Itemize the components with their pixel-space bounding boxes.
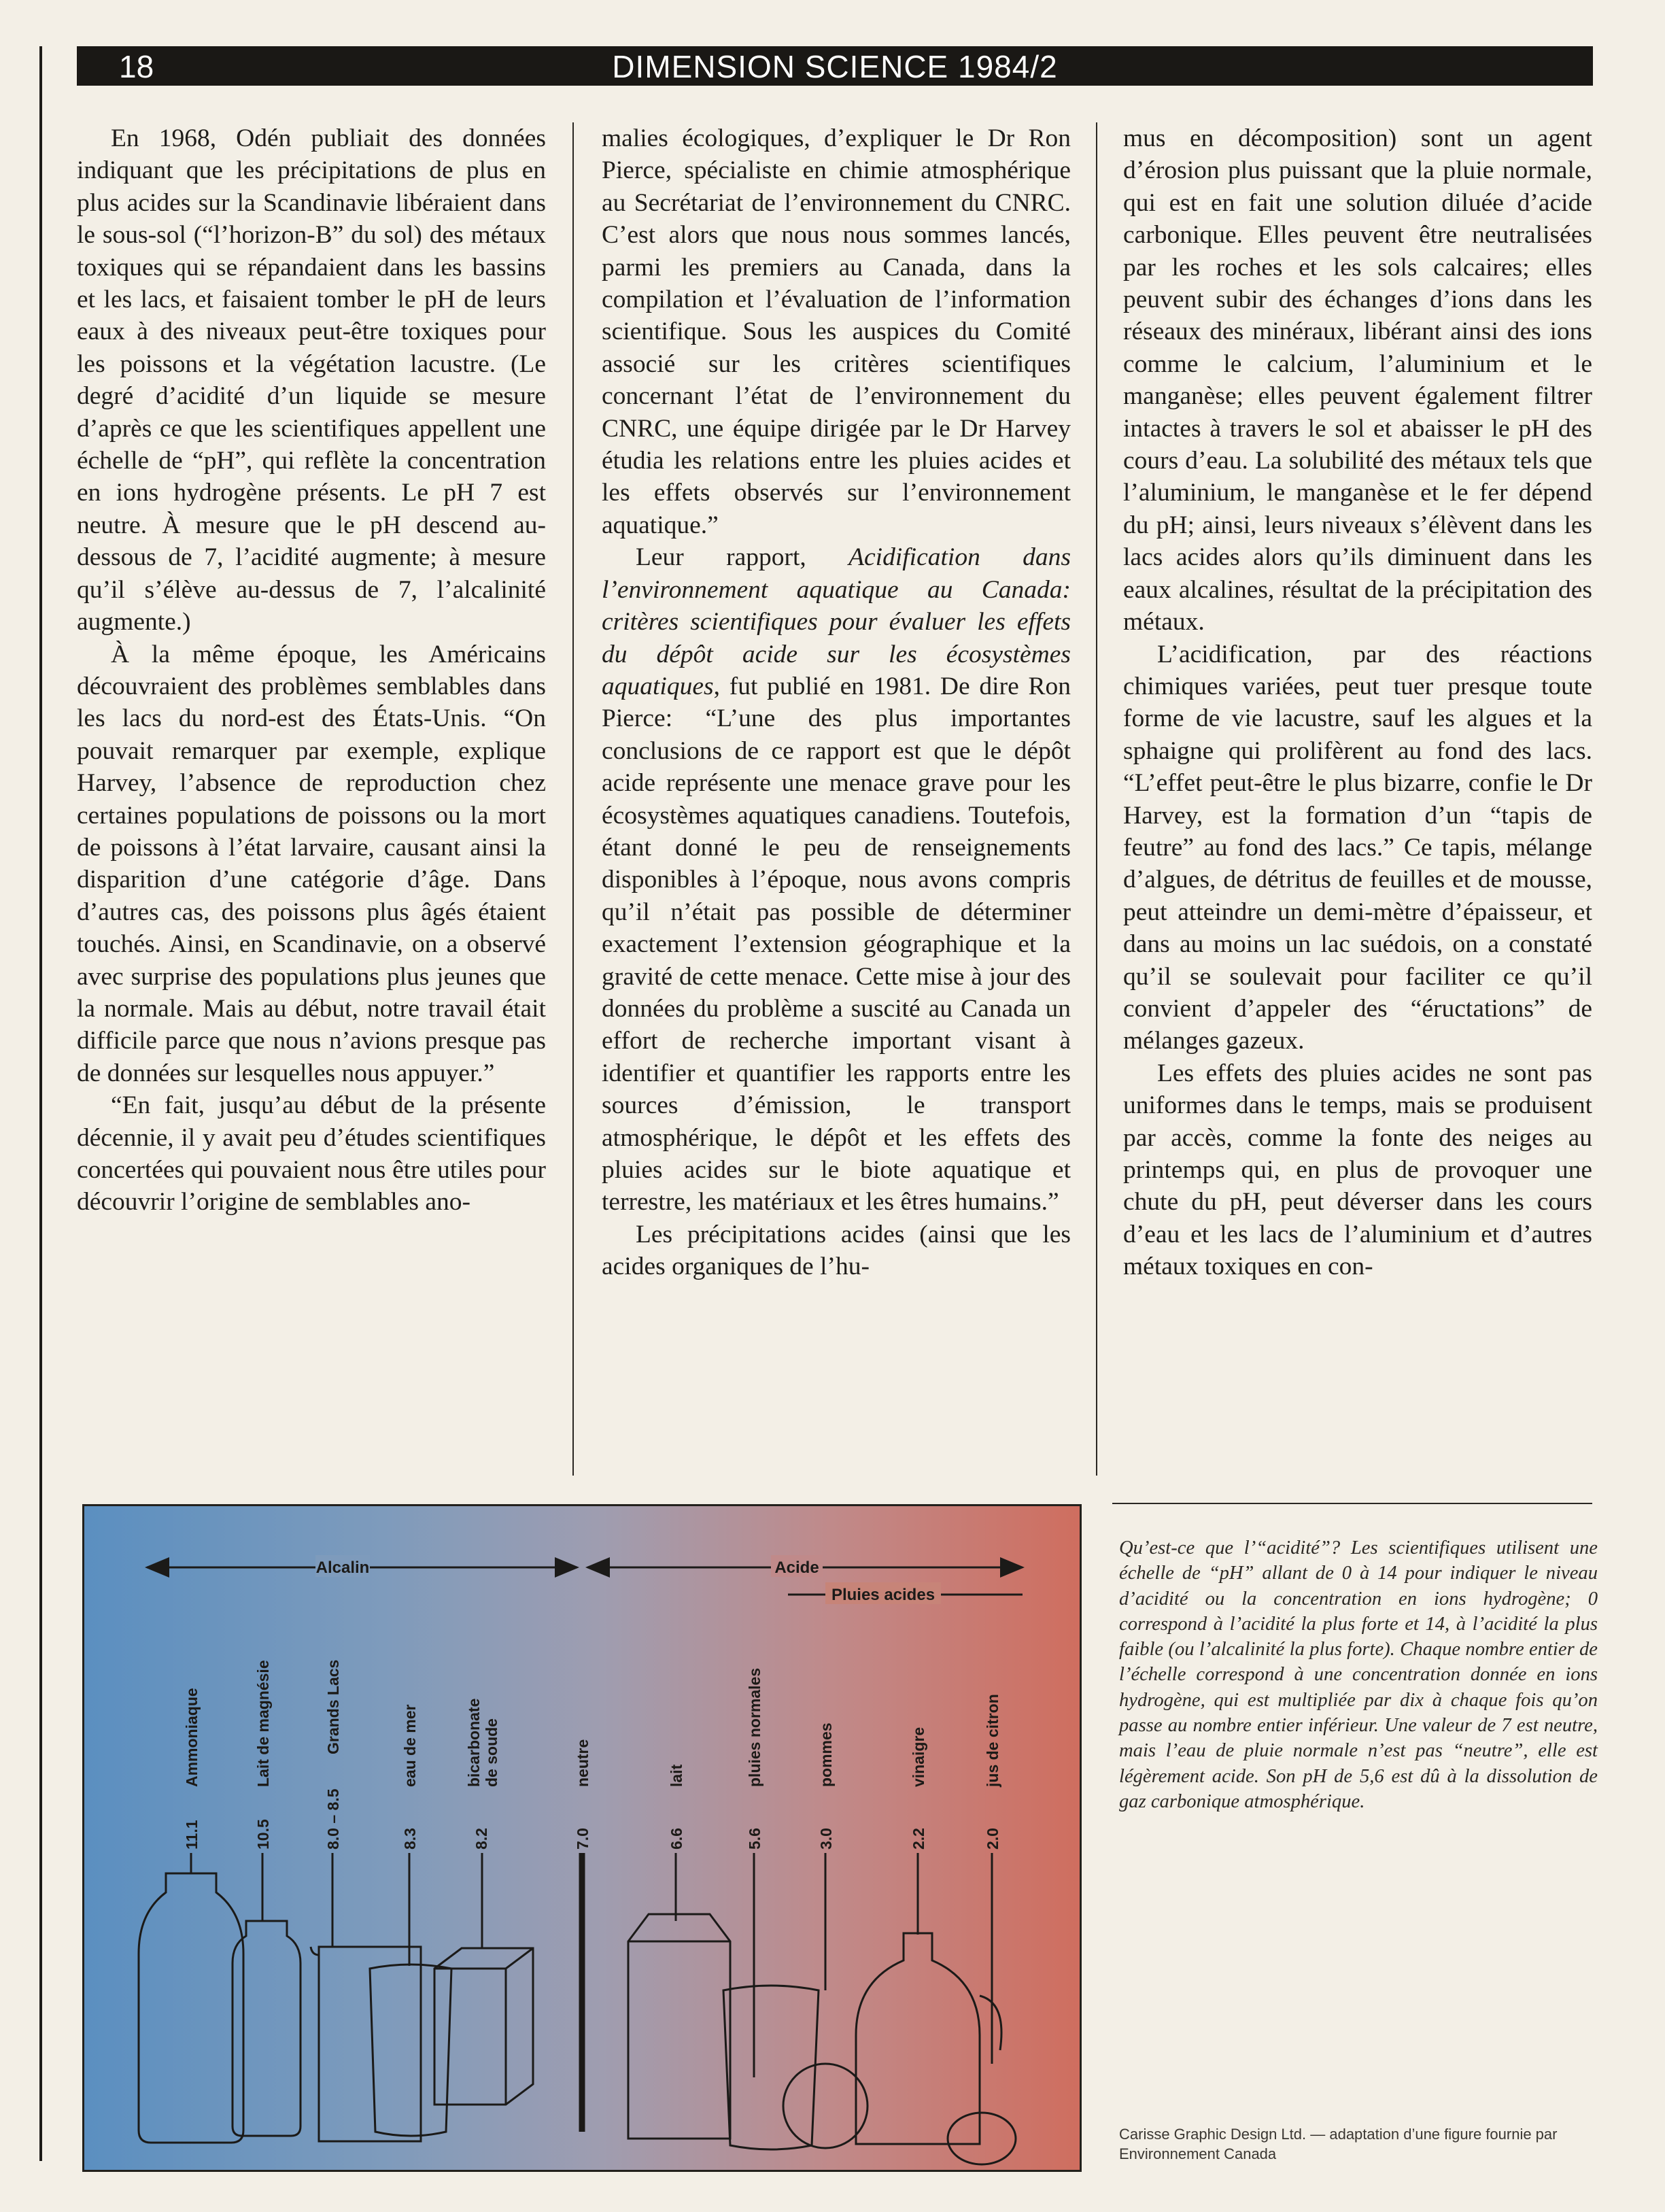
paragraph: mus en décomposition) sont un agent d’érosion plus puissant que la pluie normale, qui est en fait une solution diluée d’acide carbonique. Elles peuvent être neutralisées par les roches et les sols calcaires; elles peuvent subir des échanges d’ions dans les réseaux des minéraux, libérant ainsi des ions comme le calcium, l’aluminium et le manganèse; elles peuvent également filtrer intactes à travers le sol et abaisser le pH des cours d’eau. La solubilité des métaux tels que l’aluminium, le manganèse et le fer dépend du pH; ainsi, leurs niveaux s’élèvent dans les lacs acides alors qu’ils diminuent dans les eaux alcalines, résultat de la précipitation des métaux. <box>1123 124 1592 636</box>
paragraph: L’acidification, par des réactions chimiques variées, peut tuer presque toute forme de vie lacustre, sauf les algues et la sphaigne qui prolifèrent au fond des lacs. “L’effet peut-être le plus bizarre, confie le Dr Harvey, est la formation d’un “tapis de feutre” au fond des lacs.” Ce tapis, mélange d’algues, de détritus de feuilles et de mousse, peut atteindre un demi-mètre d’épaisseur, et dans au moins un lac suédois, on a constaté qu’il se soulevait pour faciliter ce qu’il convient d’appeler des “éructations” de mélanges gazeux. <box>1123 640 1592 1055</box>
paragraph: Les précipitations acides (ainsi que les acides organiques de l’hu- <box>602 1220 1071 1281</box>
paragraph-text: Leur rapport, <box>636 543 849 572</box>
acide-label: Acide <box>774 1559 819 1577</box>
paragraph: En 1968, Odén publiait des données indiquant que les précipitations de plus en plus acides sur la Scandinavie libéraient dans le sous-sol (“l’horizon-B” du sol) des métaux toxiques qui se répandaient dans les bassins et les lacs, et faisaient tomber le pH de leurs eaux à des niveaux peut-être toxiques pour les poissons et la végétation lacustre. (Le degré d’acidité d’un liquide se mesure d’après ce que les scientifiques appellent une échelle de “pH”, qui reflète la concentration en ions hydrogène présents. Le pH 7 est neutre. À mesure que le pH descend au-dessous de 7, l’acidité augmente; à mesure qu’il s’élève au-dessus de 7, l’alcalinité augmente.) <box>77 124 546 636</box>
page-number: 18 <box>119 49 154 84</box>
figure-caption: Qu’est-ce que l’“acidité”? Les scientifiques utilisent une échelle de “pH” allant de 0 à 14 pour indiquer le niveau d’acidité ou la concentration en ions hydrogène; 0 correspond à l’acidité la plus forte et 14, à l’acidité la plus faible (ou l’alcalinité la plus forte). Chaque nombre entier de l’échelle correspond à une concentration donnée en ions hydrogène, qui est multipliée par dix à chaque fois qu’on passe au nombre entier inférieur. Une valeur de 7 est neutre, mais l’eau de pluie normale n’est pas “neutre”, elle est légèrement acide. Son pH de 5,6 est dû à la dissolution de gaz carbonique atmosphérique. <box>1119 1537 1598 1812</box>
caption-top-rule <box>1112 1503 1592 1504</box>
text-column-3 <box>1123 122 1592 1283</box>
alcalin-label: Alcalin <box>315 1559 370 1577</box>
beaker-drawing <box>723 1986 819 2149</box>
scale-label-vinaigre: 2.2vinaigre <box>910 1726 927 1850</box>
scale-label-grands-lacs: 8.0 – 8.5Grands Lacs <box>324 1659 342 1850</box>
milk-carton-drawing <box>628 1914 730 2139</box>
text-column-2 <box>602 122 1071 1283</box>
paragraph: À la même époque, les Américains découvraient des problèmes semblables dans les lacs du nord-est des États-Unis. “On pouvait remarquer par exemple, explique Harvey, l’absence de reproduction chez certaines populations de poissons ou la mort de poissons à l’état larvaire, causant ainsi la disparition d’une catégorie d’âge. Dans d’autres cas, des poissons plus âgés étaient touchés. Ainsi, en Scandinavie, on a observé avec surprise des populations plus jeunes que la normale. Mais au début, notre travail était difficile parce que nous n’avions presque pas de données sur lesquelles nous appuyer.” <box>77 640 546 1087</box>
scale-label-jus-de-citron: 2.0jus de citron <box>984 1694 1001 1850</box>
scale-label-bicarbonate: 8.2bicarbonate de soude <box>465 1698 500 1850</box>
pluies-acides-label: Pluies acides <box>831 1586 936 1604</box>
glass-drawing <box>370 1964 451 2136</box>
scale-label-neutre: 7.0neutre <box>574 1739 591 1850</box>
measuring-jug-drawing <box>311 1947 421 2141</box>
scale-label-pluies-normales: 5.6pluies normales <box>746 1667 763 1850</box>
paragraph: Les effets des pluies acides ne sont pas uniformes dans le temps, mais se produisent par accès, comme la fonte des neiges au printemps qui, en plus de provoquer une chute du pH, peut déverser dans les cours d’eau et les lacs de l’aluminium et d’autres métaux toxiques en con- <box>1123 1059 1592 1281</box>
scale-label-eau-de-mer: 8.3eau de mer <box>401 1704 419 1850</box>
lemon-drawing <box>948 2113 1016 2164</box>
scale-label-ammoniaque: 11.1Ammoniaque <box>183 1688 201 1850</box>
text-column-1 <box>77 122 546 1219</box>
scale-label-pommes: 3.0pommes <box>817 1722 835 1850</box>
ammonia-bottle-drawing <box>139 1873 243 2143</box>
figure-credit: Carisse Graphic Design Ltd. — adaptation d’une figure fournie par Environnement Canada <box>1119 2126 1558 2162</box>
running-header <box>77 46 1593 86</box>
scale-label-lait: 6.6lait <box>668 1764 685 1850</box>
paragraph: malies écologiques, d’expliquer le Dr Ron Pierce, spécialiste en chimie atmosphérique au Secrétariat de l’environnement du CNRC. C’est alors que nous nous sommes lancés, parmi les premiers au Canada, dans la compilation et l’évaluation de l’information scientifique. Sous les auspices du Comité associé sur les critères scientifiques concernant l’état de l’environnement du CNRC, une équipe dirigée par le Dr Harvey étudia les relations entre les pluies acides et les effets observés sur l’environnement aquatique.” <box>602 124 1071 539</box>
left-margin-rule <box>39 46 42 2161</box>
column-divider <box>572 122 574 1476</box>
publication-title: DIMENSION SCIENCE 1984/2 <box>612 49 1058 84</box>
ph-scale-figure <box>82 1504 1082 2172</box>
scale-label-lait-de-magnesie: 10.5Lait de magnésie <box>254 1660 272 1850</box>
report-title: Acidification dans l’environnement aquatique au Canada: critères scientifiques pour évaluer les effets du dépôt acide sur les écosystèmes aquatiques <box>602 543 1071 700</box>
scale-pointer-lines <box>191 1853 992 2132</box>
paragraph-text: , fut publié en 1981. De dire Ron Pierce: “L’une des plus importantes conclusions de ce rapport est que le dépôt acide représente une menace grave pour les écosystèmes aquatiques canadiens. Toutefois, étant donné le peu de renseignements disponibles à l’époque, nous avons compris qu’il n’était pas possible de déterminer exactement l’extension géographique et la gravité de cette menace. Cette mise à jour des données du problème a suscité au Canada un effort de recherche important visant à identifier et quantifier les rapports entre les sources d’émission, le transport atmosphérique, le dépôt et les effets des pluies acides sur le biote aquatique et terrestre, les matériaux et les êtres humains.” <box>602 672 1071 1216</box>
column-divider <box>1096 122 1097 1476</box>
paragraph: “En fait, jusqu’au début de la présente décennie, il y avait peu d’études scientifiques concertées qui pouvaient nous être utiles pour découvrir l’origine de semblables ano- <box>77 1091 546 1216</box>
apple-drawing <box>783 2064 868 2148</box>
paragraph <box>602 541 1071 1219</box>
